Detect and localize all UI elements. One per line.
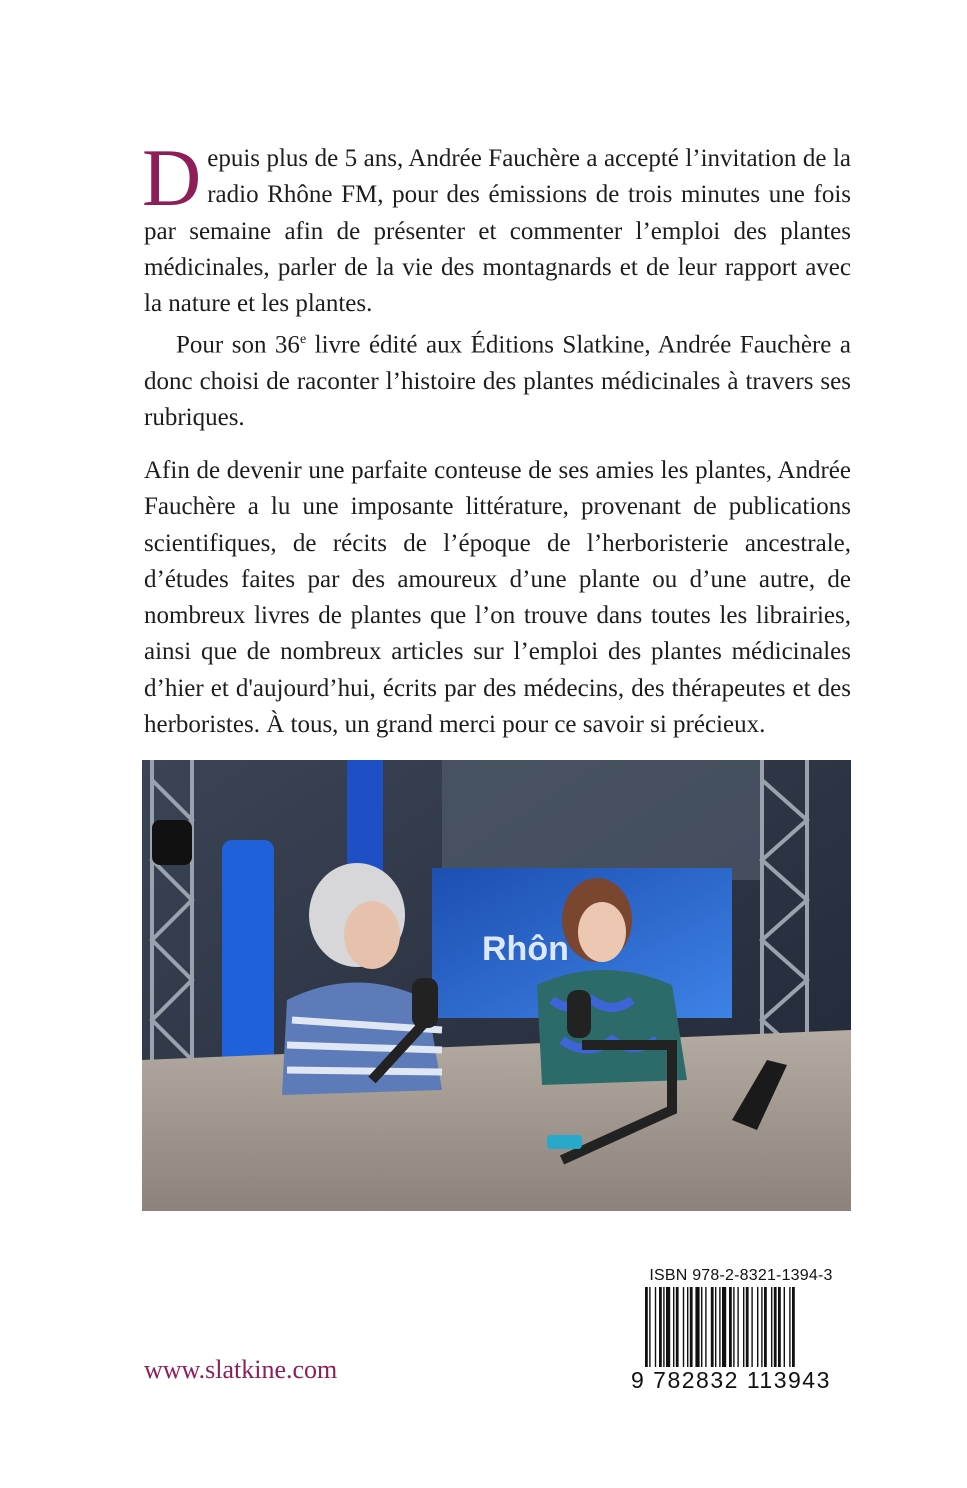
photo-illustration <box>142 760 851 1211</box>
microphone-right <box>567 990 591 1038</box>
isbn-digits: 9 782832 113943 <box>631 1367 831 1393</box>
barcode-bar <box>701 1287 702 1367</box>
barcode-bar <box>687 1287 688 1367</box>
barcode-bar <box>715 1287 716 1367</box>
barcode-bar <box>663 1287 664 1367</box>
barcode-bar <box>695 1287 699 1367</box>
barcode-bar <box>784 1287 785 1367</box>
barcode-bar <box>655 1287 656 1367</box>
person-right-sweater <box>537 970 687 1085</box>
barcode-bar <box>719 1287 720 1367</box>
isbn-label: ISBN 978-2-8321-1394-3 <box>649 1267 833 1284</box>
barcode-bar <box>792 1287 795 1367</box>
intro-text <box>142 132 851 437</box>
barcode-bar <box>761 1287 762 1367</box>
radio-studio-photo <box>142 760 851 1211</box>
website-url[interactable]: www.slatkine.com <box>144 1355 338 1384</box>
barcode-bar <box>743 1287 744 1367</box>
superscript-e: e <box>299 332 307 348</box>
barcode-bar <box>722 1287 726 1367</box>
intro-paragraph-2 <box>144 322 851 436</box>
barcode-bar <box>659 1287 662 1367</box>
barcode-bar <box>729 1287 732 1367</box>
phone <box>547 1135 582 1149</box>
barcode-bar <box>683 1287 684 1367</box>
barcode-bar <box>778 1287 781 1367</box>
barcode-bar <box>737 1287 738 1367</box>
thanks-text <box>144 453 851 743</box>
barcode-bar <box>774 1287 777 1367</box>
intro-paragraph-1-text: epuis plus de 5 ans, Andrée Fauchère a accepté l’invitation de la radio Rhône FM, pour des émissions de trois minutes une fois par semaine afin de présenter et commenter l’emploi des plantes médicinales, parler de la vie des montagnards et de leur rapport avec la nature et les plantes. <box>144 145 851 318</box>
barcode-bar <box>746 1287 749 1367</box>
barcode-bar <box>751 1287 752 1367</box>
screen-logo-text: Rhôn <box>482 930 569 968</box>
intro-paragraph-2-end: livre édité aux Éditions Slatkine, Andrée Fauchère a donc choisi de raconter l’histoire des plantes médicinales à travers ses rubriques. <box>144 331 851 432</box>
barcode-bar <box>645 1287 648 1367</box>
barcode-bar <box>711 1287 714 1367</box>
barcode-bars <box>631 1287 851 1367</box>
barcode-bar <box>705 1287 706 1367</box>
thanks-paragraph: Afin de devenir une parfaite conteuse de ses amies les plantes, Andrée Fauchère a lu une imposante littérature, provenant de publications scientifiques, de récits de l’époque de l’herboristerie ancestrale, d’études faites par des amoureux d’une plante ou d’une autre, de nombreux livres de plantes que l’on trouve dans toutes les librairies, ainsi que de nombreux articles sur l’emploi des plantes médicinales d’hier et d'aujourd’hui, écrits par des médecins, des thérapeutes et des herboristes. À tous, un grand merci pour ce savoir si précieux. <box>144 457 851 739</box>
barcode-bar <box>676 1287 679 1367</box>
barcode-bar <box>690 1287 693 1367</box>
barcode-bar <box>666 1287 670 1367</box>
intro-paragraph-1 <box>142 132 851 322</box>
barcode-bar <box>771 1287 772 1367</box>
drop-cap: D <box>142 132 202 223</box>
barcode <box>631 1267 851 1395</box>
barcode-bar <box>757 1287 758 1367</box>
barcode-bar <box>649 1287 650 1367</box>
intro-paragraph-2-start: Pour son 36 <box>176 331 300 359</box>
barcode-bar <box>764 1287 767 1367</box>
camera <box>152 820 192 865</box>
barcode-bar <box>673 1287 674 1367</box>
barcode-bar <box>733 1287 734 1367</box>
barcode-bar <box>789 1287 790 1367</box>
